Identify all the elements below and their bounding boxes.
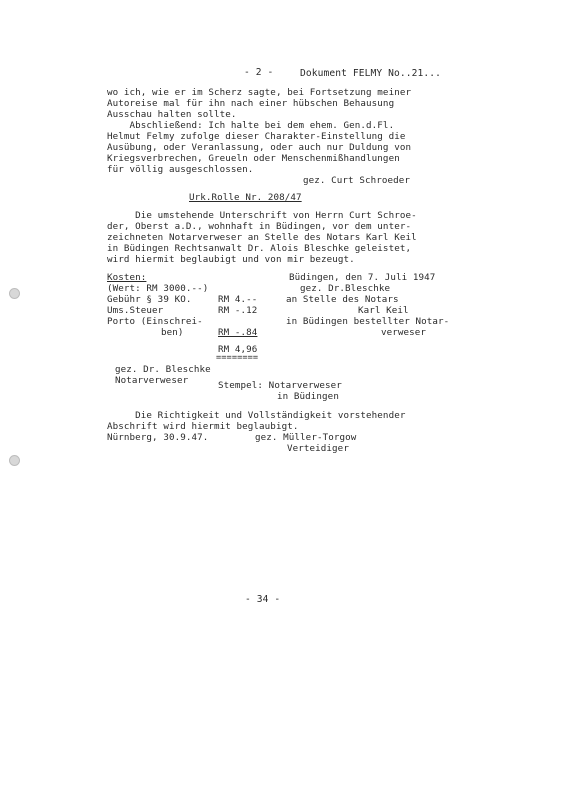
costs-value: (Wert: RM 3000.--) bbox=[107, 283, 209, 294]
cost-label: Ums.Steuer bbox=[107, 305, 164, 316]
certification-role: Verteidiger bbox=[287, 443, 349, 454]
body-line: für völlig ausgeschlossen. bbox=[107, 164, 254, 175]
body-line: Helmut Felmy zufolge dieser Charakter-Einstellung die bbox=[107, 131, 406, 142]
body-line: Abschließend: Ich halte bei dem ehem. Gen.d.Fl. bbox=[107, 120, 395, 131]
total-double-rule: ======== bbox=[216, 353, 259, 363]
body-line: wird hiermit beglaubigt und von mir bezeugt. bbox=[107, 254, 355, 265]
page-marker: - 2 - bbox=[244, 67, 274, 78]
notary-line: verweser bbox=[381, 327, 427, 338]
cost-amount: RM -.84 bbox=[218, 327, 258, 338]
body-line: Ausschau halten sollte. bbox=[107, 109, 237, 120]
stamp-line: in Büdingen bbox=[277, 391, 339, 402]
cost-label-cont: ben) bbox=[161, 327, 184, 338]
register-heading: Urk.Rolle Nr. 208/47 bbox=[189, 192, 302, 203]
body-line: in Büdingen Rechtsanwalt Dr. Alois Bleschke geleistet, bbox=[107, 243, 412, 254]
notary-line: an Stelle des Notars bbox=[286, 294, 399, 305]
certification-line: Abschrift wird hiermit beglaubigt. bbox=[107, 421, 299, 432]
cost-amount: RM 4.-- bbox=[218, 294, 258, 305]
cost-label: Gebühr § 39 KO. bbox=[107, 294, 192, 305]
place-date: Büdingen, den 7. Juli 1947 bbox=[289, 272, 436, 283]
cost-amount: RM -.12 bbox=[218, 305, 258, 316]
costs-title: Kosten: bbox=[107, 272, 147, 283]
certification-line: Die Richtigkeit und Vollständigkeit vorstehender bbox=[107, 410, 406, 421]
body-line: Die umstehende Unterschrift von Herrn Curt Schroe- bbox=[107, 210, 417, 221]
punch-hole-icon bbox=[9, 288, 20, 299]
signature-line: gez. Dr. Bleschke bbox=[115, 364, 211, 375]
document-reference: Dokument FELMY No..21... bbox=[300, 68, 442, 79]
page-number: - 34 - bbox=[245, 594, 281, 605]
body-line: Ausübung, oder Veranlassung, oder auch nur Duldung von bbox=[107, 142, 412, 153]
body-line: der, Oberst a.D., wohnhaft in Büdingen, vor dem unter- bbox=[107, 221, 412, 232]
body-line: Autoreise mal für ihn nach einer hübschen Behausung bbox=[107, 98, 395, 109]
cost-total: RM 4,96 bbox=[218, 344, 258, 355]
stamp-line: Stempel: Notarverweser bbox=[218, 380, 342, 391]
cost-label: Porto (Einschrei- bbox=[107, 316, 203, 327]
body-line: wo ich, wie er im Scherz sagte, bei Fortsetzung meiner bbox=[107, 87, 412, 98]
signature-line: gez. Curt Schroeder bbox=[303, 175, 410, 186]
body-line: Kriegsverbrechen, Greueln oder Menschenmißhandlungen bbox=[107, 153, 400, 164]
notary-signature: gez. Dr.Bleschke bbox=[300, 283, 391, 294]
signature-title: Notarverweser bbox=[115, 375, 189, 386]
certification-place-date: Nürnberg, 30.9.47. bbox=[107, 432, 209, 443]
certification-signature: gez. Müller-Torgow bbox=[255, 432, 357, 443]
notary-line: in Büdingen bestellter Notar- bbox=[286, 316, 450, 327]
punch-hole-icon bbox=[9, 455, 20, 466]
notary-line: Karl Keil bbox=[358, 305, 409, 316]
body-line: zeichneten Notarverweser an Stelle des Notars Karl Keil bbox=[107, 232, 417, 243]
